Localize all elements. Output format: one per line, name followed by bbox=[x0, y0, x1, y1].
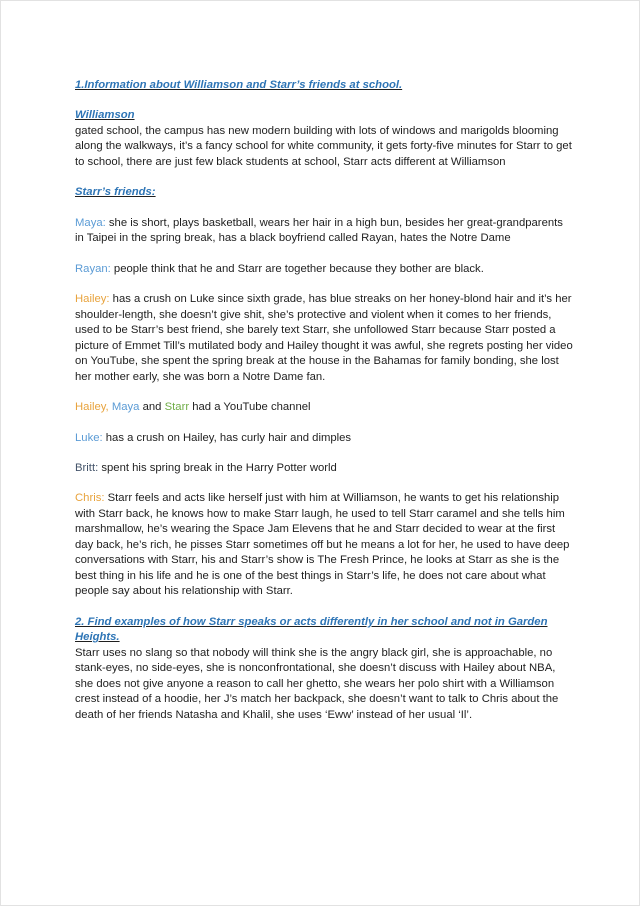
text-segment: gated school, the campus has new modern building with lots of windows and marigolds blooming along the walkways, it’s a fancy school for white community, it gets forty-five minutes for Starr to get to school, there are just few black students at school, Starr acts different at Williamson bbox=[75, 124, 572, 168]
hailey-paragraph bbox=[75, 292, 573, 385]
luke-paragraph bbox=[75, 431, 573, 446]
starrs-friends-subheading bbox=[75, 185, 573, 200]
text-segment: had a YouTube channel bbox=[189, 401, 311, 414]
text-segment: spent his spring break in the Harry Potter world bbox=[98, 461, 337, 474]
text-segment: 2. Find examples of how Starr speaks or acts differently in her school and not in Garden Heights. bbox=[75, 615, 548, 644]
youtube-channel-line bbox=[75, 400, 573, 415]
text-segment: people think that he and Starr are together because they bother are black. bbox=[110, 262, 484, 275]
luke-name-label: Luke: bbox=[75, 431, 103, 444]
text-segment: has a crush on Luke since sixth grade, has blue streaks on her honey-blond hair and it’s her shoulder-length, she doesn’t give shit, she’s protective and violent when it comes to her friends, used to be Starr’s best friend, she barely text Starr, she unfollowed Starr because Starr posted a picture of Emmet Till’s mutilated body and Hailey thought it was awful, she regrets posting her video on YouTube, she spent the spring break at the house in the Bahamas for family bonding, she lost her mother early, she was born a Notre Dame fan. bbox=[75, 293, 573, 383]
rayan-paragraph bbox=[75, 262, 573, 277]
maya-name-label: Maya: bbox=[75, 216, 106, 229]
text-segment: has a crush on Hailey, has curly hair and dimples bbox=[102, 431, 352, 444]
maya-name-label: Maya bbox=[111, 401, 140, 414]
williamson-subheading bbox=[75, 108, 573, 123]
document-content bbox=[75, 78, 573, 723]
britt-name-label: Britt: bbox=[75, 461, 99, 474]
britt-paragraph bbox=[75, 461, 573, 476]
rayan-name-label: Rayan: bbox=[75, 262, 111, 275]
williamson-description bbox=[75, 124, 573, 170]
chris-name-label: Chris: bbox=[75, 492, 105, 505]
section-1-heading bbox=[75, 78, 573, 93]
text-segment: she is short, plays basketball, wears her hair in a high bun, besides her great-grandparents in Taipei in the spring break, has a black boyfriend called Rayan, hates the Notre Dame bbox=[75, 216, 563, 245]
text-segment: Starr feels and acts like herself just with him at Williamson, he wants to get his relationship with Starr back, he knows how to make Starr laugh, he used to tell Starr caramel and she tells him marshmallow, he’s wearing the Space Jam Elevens that he and Starr decided to wear at the first day back, he’s rich, he pisses Starr sometimes off but he means a lot for her, he used to have deep conversations with Starr, his and Starr’s show is The Fresh Prince, he looks at Starr as she is the best thing in his life and he is one of the best things in Starr’s life, he does not care about what people say about his relationship with Starr. bbox=[75, 492, 570, 598]
text-segment: Starr’s friends: bbox=[75, 186, 156, 199]
section-2-heading bbox=[75, 615, 573, 646]
maya-paragraph bbox=[75, 216, 573, 247]
hailey-name-label: Hailey, bbox=[75, 401, 109, 414]
text-segment: Starr uses no slang so that nobody will think she is the angry black girl, she is approachable, no stank-eyes, no side-eyes, she is nonconfrontational, she doesn’t discuss with Hailey about NBA, she does not give anyone a reason to call her ghetto, she wears her polo shirt with a Williamson crest instead of a hoodie, her J’s match her backpack, she doesn’t want to talk to Chris about the death of her friends Natasha and Khalil, she uses ‘Eww’ instead of her usual ‘Il’. bbox=[75, 646, 559, 721]
chris-paragraph bbox=[75, 491, 573, 599]
section-2-paragraph bbox=[75, 646, 573, 723]
text-segment: Williamson bbox=[75, 109, 135, 122]
hailey-name-label: Hailey: bbox=[75, 293, 110, 306]
starr-name-label: Starr bbox=[164, 401, 190, 414]
text-segment: 1.Information about Williamson and Starr’s friends at school. bbox=[75, 79, 403, 91]
text-segment: and bbox=[139, 401, 165, 414]
